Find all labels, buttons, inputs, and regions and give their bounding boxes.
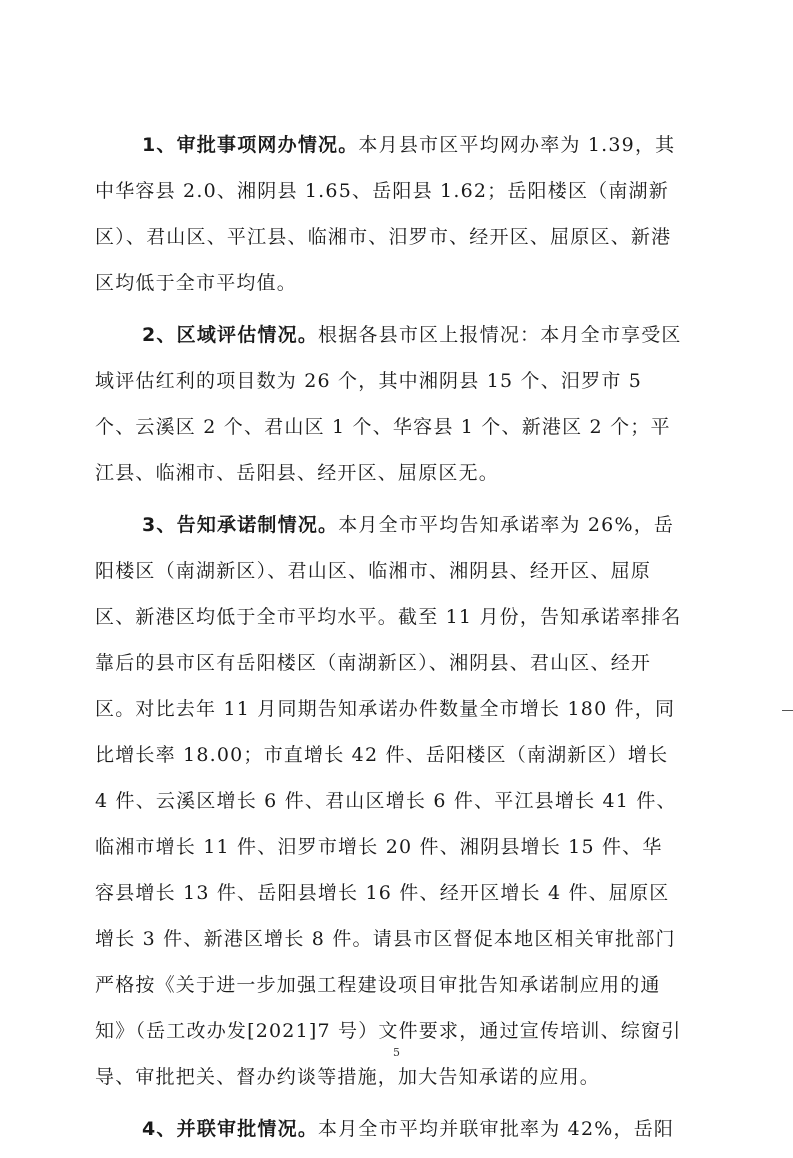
section-3-heading: 3、告知承诺制情况。 (142, 514, 339, 536)
document-body (95, 122, 682, 1152)
section-1 (95, 122, 682, 306)
section-2-body: 根据各县市区上报情况：本月全市享受区域评估红利的项目数为 26 个，其中湘阴县 15 个、汨罗市 5 个、云溪区 2 个、君山区 1 个、华容县 1 个、新港区 2 个；平江县、临湘市、岳阳县、经开区、屈原区无。 (95, 324, 682, 484)
section-1-body: 本月县市区平均网办率为 1.39，其中华容县 2.0、湘阴县 1.65、岳阳县 1.62；岳阳楼区（南湖新区）、君山区、平江县、临湘市、汨罗市、经开区、屈原区、新港区均低于全市平均值。 (95, 134, 676, 294)
section-4 (95, 1106, 682, 1152)
section-1-heading: 1、审批事项网办情况。 (142, 134, 359, 156)
document-page (95, 122, 682, 1158)
section-2 (95, 312, 682, 496)
section-4-heading: 4、并联审批情况。 (142, 1118, 319, 1140)
section-3 (95, 502, 682, 1100)
section-4-body: 本月全市平均并联审批率为 42%，岳阳 (318, 1118, 675, 1140)
section-2-heading: 2、区域评估情况。 (142, 324, 319, 346)
section-3-body: 本月全市平均告知承诺率为 26%，岳阳楼区（南湖新区）、君山区、临湘市、湘阴县、经开区、屈原区、新港区均低于全市平均水平。截至 11 月份，告知承诺率排名靠后的县市区有岳阳楼区（南湖新区）、湘阴县、君山区、经开区。对比去年 11 月同期告知承诺办件数量全市增长 180 件，同比增长率 18.00；市直增长 42 件、岳阳楼区（南湖新区）增长 4 件、云溪区增长 6 件、君山区增长 6 件、平江县增长 41 件、临湘市增长 11 件、汨罗市增长 20 件、湘阴县增长 15 件、华容县增长 13 件、岳阳县增长 16 件、经开区增长 4 件、屈原区增长 3 件、新港区增长 8 件。请县市区督促本地区相关审批部门严格按《关于进一步加强工程建设项目审批告知承诺制应用的通知》（岳工改办发[2021]7 号）文件要求，通过宣传培训、综窗引导、审批把关、督办约谈等措施，加大告知承诺的应用。 (95, 514, 682, 1088)
margin-mark (782, 710, 793, 711)
page-number: 5 (393, 1046, 400, 1059)
